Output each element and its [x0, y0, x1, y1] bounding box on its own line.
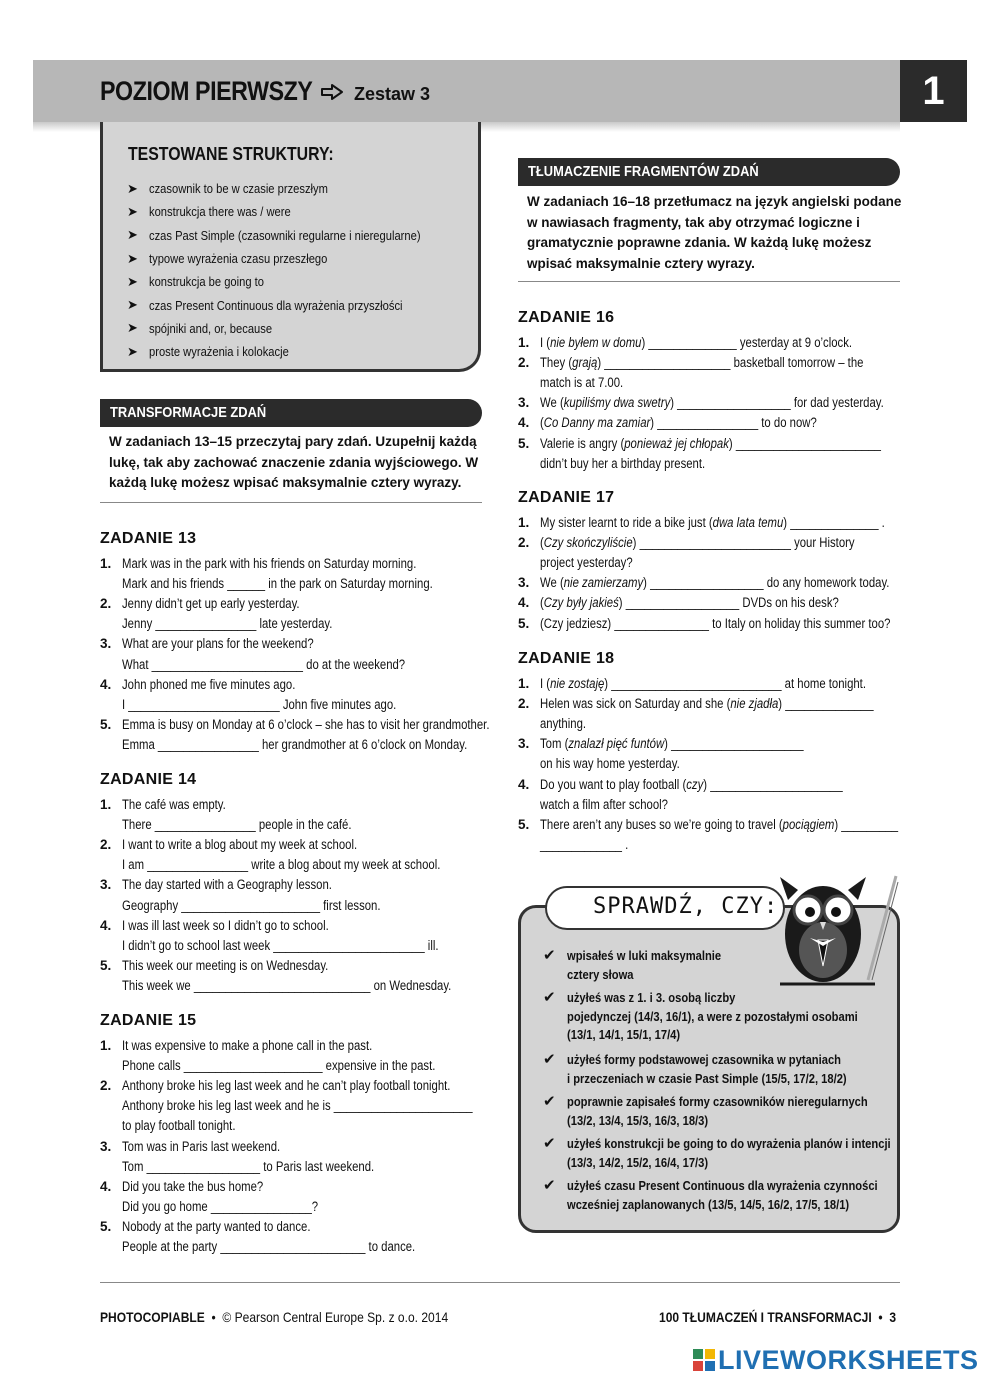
item-text-part: ) _____________________: [703, 776, 843, 792]
structure-item: [127, 177, 465, 200]
item-text: Anthony broke his leg last week and he is ______________________: [122, 1098, 473, 1114]
task-line: [518, 413, 900, 433]
task-line: [100, 715, 490, 735]
item-text-part: (: [540, 535, 544, 551]
item-number: 5.: [100, 716, 112, 732]
item-text-part: ) ______________ .: [783, 515, 885, 530]
arrowhead-bullet-icon: ➤: [127, 320, 138, 336]
polish-phrase: nie zamierzamy: [563, 575, 644, 591]
item-text: Jenny ________________ late yesterday.: [122, 616, 333, 632]
item-text-part: Helen was sick on Saturday and she (: [540, 696, 731, 712]
polish-phrase: Czy były jakieś: [543, 595, 619, 611]
check-item-text: [567, 1177, 878, 1214]
structure-item-text: konstrukcja there was / were: [149, 204, 291, 220]
item-text-part: ) __________________ for dad yesterday.: [670, 395, 884, 411]
section-translations-header: [518, 158, 900, 186]
task-line: [100, 956, 482, 976]
task-line: [518, 353, 900, 373]
owl-teacher-illustration: [770, 862, 900, 992]
item-text: [540, 533, 855, 553]
task-line: [100, 1177, 482, 1197]
item-number: 3.: [100, 636, 112, 652]
item-text-part: I (: [540, 676, 551, 691]
task-line: [518, 815, 900, 835]
task-line: [518, 694, 900, 714]
check-item-line: (13/3, 14/2, 15/2, 16/4, 17/3): [567, 1154, 709, 1170]
item-text: Mark was in the park with his friends on Saturday morning.: [122, 556, 417, 571]
item-number: 3.: [100, 1138, 112, 1154]
item-number: 2.: [100, 596, 112, 612]
item-text: Mark and his friends ______ in the park on Saturday morning.: [122, 576, 433, 592]
section-transformations-title: TRANSFORMACJE ZDAŃ: [110, 404, 267, 421]
checkmark-icon: ✔: [543, 989, 556, 1006]
task-line: [100, 795, 482, 815]
item-text-part: watch a film after school?: [540, 796, 668, 812]
item-number: 4.: [100, 1178, 112, 1194]
item-text-part: project yesterday?: [540, 555, 633, 571]
task-line: [518, 533, 900, 553]
structure-item-text: czas Past Simple (czasowniki regularne i nieregularne): [149, 227, 421, 243]
task-line: [518, 775, 900, 795]
check-item: [543, 1093, 888, 1130]
arrowhead-bullet-icon: ➤: [127, 297, 138, 313]
structure-item: [127, 317, 465, 340]
structure-item-text: konstrukcja be going to: [149, 274, 264, 290]
task-line: [100, 695, 482, 715]
task-line: [100, 1197, 482, 1217]
item-text-part: ) ____________________ basketball tomorrow – the: [597, 355, 864, 371]
item-text: [540, 614, 890, 634]
item-text: [540, 393, 884, 413]
task-line: [100, 1116, 482, 1136]
item-text-part: Valerie is angry (: [540, 435, 625, 451]
item-text-part: There aren’t any buses so we’re going to travel (: [540, 816, 783, 832]
task-line: [100, 1036, 482, 1056]
item-text-part: ) __________________ DVDs on his desk?: [618, 595, 839, 611]
task-line: [100, 916, 482, 936]
item-number: 1.: [518, 676, 530, 691]
translations-instructions: W zadaniach 16–18 przetłumacz na język angielski podane w nawiasach fragmenty, tak aby otrzymać logiczne i gramatycznie poprawne zdania. W każdą lukę możesz wpisać maksymalnie cztery wyrazy.: [527, 194, 902, 271]
arrowhead-bullet-icon: ➤: [127, 250, 138, 266]
item-text: I want to write a blog about my week at school.: [122, 837, 358, 853]
checkmark-icon: ✔: [543, 1135, 556, 1152]
item-text-part: My sister learnt to ride a bike just (: [540, 515, 713, 530]
item-number: 1.: [100, 1038, 112, 1053]
polish-phrase: nie byłem w domu: [550, 335, 642, 350]
item-text: Tom __________________ to Paris last weekend.: [122, 1158, 375, 1174]
item-text: I didn’t go to school last week ________________________ ill.: [122, 937, 439, 953]
task-line: [518, 835, 900, 855]
item-text: [540, 513, 885, 533]
check-item-line: użyłeś czasu Present Continuous dla wyrażenia czynności: [567, 1178, 878, 1193]
check-item-line: cztery słowa: [567, 966, 634, 982]
polish-phrase: ponieważ jej chłopak: [624, 435, 729, 451]
item-text: [540, 553, 633, 573]
item-text-part: _____________ .: [540, 836, 629, 852]
item-text: Emma ________________ her grandmother at 6 o’clock on Monday.: [122, 736, 468, 752]
item-text-part: ) _____________________: [664, 736, 804, 752]
task-title: ZADANIE 17: [518, 489, 615, 506]
item-text: [540, 815, 898, 835]
structure-item-text: czasownik to be w czasie przeszłym: [149, 181, 328, 197]
task-title: ZADANIE 18: [518, 650, 615, 667]
section-transformations-header: [100, 399, 482, 427]
check-item-line: wpisałeś w luki maksymalnie: [567, 948, 722, 963]
task-line: [100, 1237, 482, 1257]
task-line: [518, 593, 900, 613]
item-text-part: Do you want to play football (: [540, 776, 687, 792]
task-line: [100, 896, 482, 916]
item-text: Nobody at the party wanted to dance.: [122, 1218, 311, 1234]
arrowhead-bullet-icon: ➤: [127, 273, 138, 289]
item-text: The day started with a Geography lesson.: [122, 877, 332, 893]
structure-item-text: czas Present Continuous dla wyrażenia przyszłości: [149, 297, 403, 313]
polish-phrase: kupiliśmy dwa swetry: [563, 395, 671, 411]
item-text: [540, 333, 852, 353]
item-text-part: (: [540, 595, 544, 611]
item-text-part: ) _______________________: [728, 435, 881, 451]
item-text: What ________________________ do at the weekend?: [122, 656, 406, 672]
item-number: 1.: [100, 797, 112, 812]
liveworksheets-brand: LIVEWORKSHEETS: [718, 1345, 979, 1375]
polish-phrase: pociągiem: [782, 816, 835, 832]
task-line: [518, 614, 900, 634]
check-item-text: [567, 989, 858, 1045]
checkmark-icon: ✔: [543, 947, 556, 964]
task-line: [518, 373, 900, 393]
task-line: [100, 1096, 482, 1116]
section-translations-title: TŁUMACZENIE FRAGMENTÓW ZDAŃ: [528, 163, 759, 180]
check-item-text: [567, 1135, 891, 1172]
checkmark-icon: ✔: [543, 1177, 556, 1194]
item-number: 1.: [518, 335, 530, 350]
check-item: [543, 1177, 888, 1214]
structure-item: [127, 270, 465, 293]
item-text: John phoned me five minutes ago.: [122, 676, 296, 692]
task-line: [518, 454, 900, 474]
item-text: Emma is busy on Monday at 6 o’clock – she has to visit her grandmother.: [122, 716, 490, 732]
task-line: [518, 553, 900, 573]
item-text: [540, 694, 874, 714]
task-line: [100, 1157, 482, 1177]
item-text: Anthony broke his leg last week and he can’t play football tonight.: [122, 1078, 451, 1094]
task-line: [518, 754, 900, 774]
structure-item: [127, 247, 465, 270]
polish-phrase: nie zjadła: [730, 696, 779, 712]
task-line: [100, 554, 482, 574]
task-line: [100, 976, 482, 996]
item-number: 3.: [518, 736, 530, 752]
structure-item: [127, 340, 465, 363]
item-text: [540, 835, 628, 855]
item-number: 2.: [518, 355, 530, 371]
item-text: Did you take the bus home?: [122, 1178, 264, 1194]
item-text: [540, 754, 680, 774]
item-text: People at the party _______________________ to dance.: [122, 1239, 416, 1254]
task-line: [100, 1076, 482, 1096]
task-line: [100, 1056, 482, 1076]
polish-phrase: znalazł pięć funtów: [568, 736, 665, 752]
structure-item: [127, 200, 465, 223]
task-line: [518, 573, 900, 593]
item-text: I am ________________ write a blog about my week at school.: [122, 857, 441, 873]
item-text-part: ) ___________________________ at home tonight.: [604, 676, 866, 691]
task-line: [100, 634, 482, 654]
divider: [518, 281, 900, 282]
task-title: ZADANIE 16: [518, 309, 615, 326]
item-text-part: didn’t buy her a birthday present.: [540, 455, 706, 471]
task-line: [518, 795, 900, 815]
item-text: [540, 413, 817, 433]
set-label: Zestaw 3: [354, 84, 431, 104]
item-text-part: on his way home yesterday.: [540, 756, 680, 772]
item-number: 4.: [100, 676, 112, 692]
check-title: SPRAWDŹ, CZY:: [593, 894, 779, 919]
polish-phrase: Czy skończyliście: [543, 535, 633, 551]
task-line: [100, 855, 482, 875]
item-text-part: (: [540, 415, 544, 431]
check-item-line: użyłeś formy podstawowej czasownika w pytaniach: [567, 1052, 841, 1067]
item-number: 2.: [100, 1078, 112, 1094]
polish-phrase: Co Danny ma zamiar: [543, 415, 651, 431]
polish-phrase: czy: [686, 776, 704, 792]
item-number: 5.: [518, 816, 530, 832]
tested-structures-box: [100, 122, 481, 372]
outline-arrow-right-icon: [320, 82, 344, 102]
book-title: 100 TŁUMACZEŃ I TRANSFORMACJI: [659, 1309, 872, 1325]
item-text: This week our meeting is on Wednesday.: [122, 957, 329, 973]
structure-item: [127, 293, 465, 316]
task-title: ZADANIE 14: [100, 771, 197, 788]
check-item-line: użyłeś konstrukcji be going to do wyrażenia planów i intencji: [567, 1136, 891, 1151]
structure-item: [127, 224, 465, 247]
check-item-text: [567, 947, 721, 984]
task-line: [518, 513, 900, 533]
item-text: [540, 674, 866, 694]
structure-item-text: typowe wyrażenia czasu przeszłego: [149, 251, 328, 267]
structure-item-text: proste wyrażenia i kolokacje: [149, 344, 289, 360]
arrowhead-bullet-icon: ➤: [127, 203, 138, 219]
check-item-text: [567, 1051, 847, 1088]
item-text: The café was empty.: [122, 797, 226, 812]
item-number: 1.: [100, 556, 112, 571]
item-number: 5.: [518, 435, 530, 451]
item-text-part: (Czy jedziesz) _______________ to Italy on holiday this summer too?: [540, 615, 891, 631]
item-text: [540, 373, 623, 393]
item-text-part: ) _________: [834, 816, 899, 832]
item-text-part: ) ______________: [778, 696, 874, 712]
item-text: I ________________________ John five minutes ago.: [122, 696, 397, 712]
check-item-line: poprawnie zapisałeś formy czasowników nieregularnych: [567, 1094, 868, 1109]
item-text: Geography ______________________ first lesson.: [122, 897, 381, 913]
task-line: [100, 735, 482, 755]
check-item: [543, 1135, 891, 1172]
task-line: [518, 674, 900, 694]
footer-divider: [100, 1282, 900, 1283]
item-text: [540, 593, 839, 613]
task-line: [100, 614, 482, 634]
polish-phrase: nie zostaję: [550, 676, 605, 691]
task-line: [518, 393, 900, 413]
item-text-part: anything.: [540, 716, 587, 732]
item-number: 4.: [518, 415, 530, 431]
item-text: It was expensive to make a phone call in the past.: [122, 1038, 373, 1053]
item-number: 1.: [518, 515, 530, 530]
item-number: 4.: [518, 595, 530, 611]
item-text: Phone calls ______________________ expensive in the past.: [122, 1058, 436, 1074]
item-number: 5.: [518, 615, 530, 631]
item-text: I was ill last week so I didn’t go to school.: [122, 917, 329, 933]
check-item-line: pojedynczej (14/3, 16/1), a were z pozostałymi osobami: [567, 1008, 858, 1024]
unit-number-badge: 1: [900, 60, 967, 122]
task-line: [100, 655, 482, 675]
task-title: ZADANIE 13: [100, 530, 197, 547]
item-number: 3.: [518, 395, 530, 411]
level-title: POZIOM PIERWSZY: [100, 76, 313, 106]
item-text-part: ) ________________ to do now?: [650, 415, 817, 431]
task-line: [100, 1217, 482, 1237]
task-line: [100, 835, 482, 855]
check-item-line: i przeczeniach w czasie Past Simple (15/5, 17/2, 18/2): [567, 1070, 847, 1086]
item-text: There ________________ people in the café.: [122, 817, 352, 833]
item-number: 2.: [100, 837, 112, 853]
item-text-part: ) ______________ yesterday at 9 o’clock.: [641, 335, 853, 350]
arrowhead-bullet-icon: ➤: [127, 180, 138, 196]
footer-copyright: PHOTOCOPIABLE • © Pearson Central Europe Sp. z o.o. 2014: [100, 1309, 449, 1325]
item-text-part: We (: [540, 575, 564, 591]
polish-phrase: dwa lata temu: [712, 515, 784, 530]
item-number: 3.: [100, 877, 112, 893]
tested-structures-title: TESTOWANE STRUKTURY:: [128, 144, 334, 164]
item-text-part: Tom (: [540, 736, 569, 752]
task-line: [100, 936, 482, 956]
checkmark-icon: ✔: [543, 1093, 556, 1110]
item-number: 5.: [100, 957, 112, 973]
check-item-line: (13/2, 13/4, 15/3, 16/3, 18/3): [567, 1112, 709, 1128]
item-number: 2.: [518, 535, 530, 551]
check-item: [543, 1051, 888, 1088]
item-text: [540, 775, 843, 795]
item-text: Jenny didn’t get up early yesterday.: [122, 596, 300, 612]
item-text-part: They (: [540, 355, 573, 371]
task-line: [100, 815, 482, 835]
check-item: [543, 989, 888, 1045]
checkmark-icon: ✔: [543, 1051, 556, 1068]
task-line: [100, 875, 482, 895]
item-number: 4.: [518, 776, 530, 792]
polish-phrase: grają: [572, 355, 598, 371]
task-line: [518, 734, 900, 754]
item-text: [540, 795, 668, 815]
item-text-part: ) __________________ do any homework today.: [643, 575, 890, 591]
task-line: [100, 574, 482, 594]
check-item-line: wcześniej zaplanowanych (13/5, 14/5, 16/2, 17/5, 18/1): [567, 1196, 850, 1212]
item-text: [540, 454, 705, 474]
copyright-text: © Pearson Central Europe Sp. z o.o. 2014: [222, 1309, 449, 1325]
page-number: 3: [889, 1309, 897, 1325]
item-number: 2.: [518, 696, 530, 712]
task-line: [100, 675, 482, 695]
task-line: [518, 714, 900, 734]
item-number: 4.: [100, 917, 112, 933]
item-text: [540, 353, 863, 373]
task-line: [100, 594, 482, 614]
item-text: [540, 714, 586, 734]
item-text: What are your plans for the weekend?: [122, 636, 314, 652]
tested-structures-list: [127, 177, 465, 363]
item-text-part: ) ________________________ your History: [632, 535, 855, 551]
structure-item-text: spójniki and, or, because: [149, 320, 273, 336]
liveworksheets-logo-icon: [692, 1348, 716, 1372]
photocopiable-label: PHOTOCOPIABLE: [100, 1309, 205, 1325]
check-item-line: użyłeś was z 1. i 3. osobą liczby: [567, 990, 736, 1005]
check-item-text: [567, 1093, 868, 1130]
check-item-line: (13/1, 14/1, 15/1, 17/4): [567, 1027, 681, 1042]
item-text: Tom was in Paris last weekend.: [122, 1138, 281, 1154]
item-text: [540, 434, 881, 454]
arrowhead-bullet-icon: ➤: [127, 343, 138, 359]
task-line: [518, 434, 900, 454]
item-text: [540, 573, 889, 593]
footer-book-info: 100 TŁUMACZEŃ I TRANSFORMACJI • 3: [659, 1309, 897, 1325]
item-text: [540, 734, 804, 754]
item-text-part: We (: [540, 395, 564, 411]
task-title: ZADANIE 15: [100, 1012, 197, 1029]
item-text: to play football tonight.: [122, 1118, 236, 1134]
transformations-instructions: W zadaniach 13–15 przeczytaj pary zdań. Uzupełnij każdą lukę, tak aby zachować znaczenie zdania wyjściowego. W każdą lukę możesz wpisać maksymalnie cztery wyrazy.: [109, 434, 479, 490]
item-text: Did you go home ________________?: [122, 1198, 319, 1214]
arrowhead-bullet-icon: ➤: [127, 227, 138, 243]
item-text-part: I (: [540, 335, 551, 350]
item-number: 5.: [100, 1218, 112, 1234]
item-text-part: match is at 7.00.: [540, 375, 624, 391]
task-line: [100, 1137, 482, 1157]
divider: [100, 502, 482, 503]
item-text: This week we ____________________________ on Wednesday.: [122, 977, 452, 993]
item-number: 3.: [518, 575, 530, 591]
task-line: [518, 333, 900, 353]
